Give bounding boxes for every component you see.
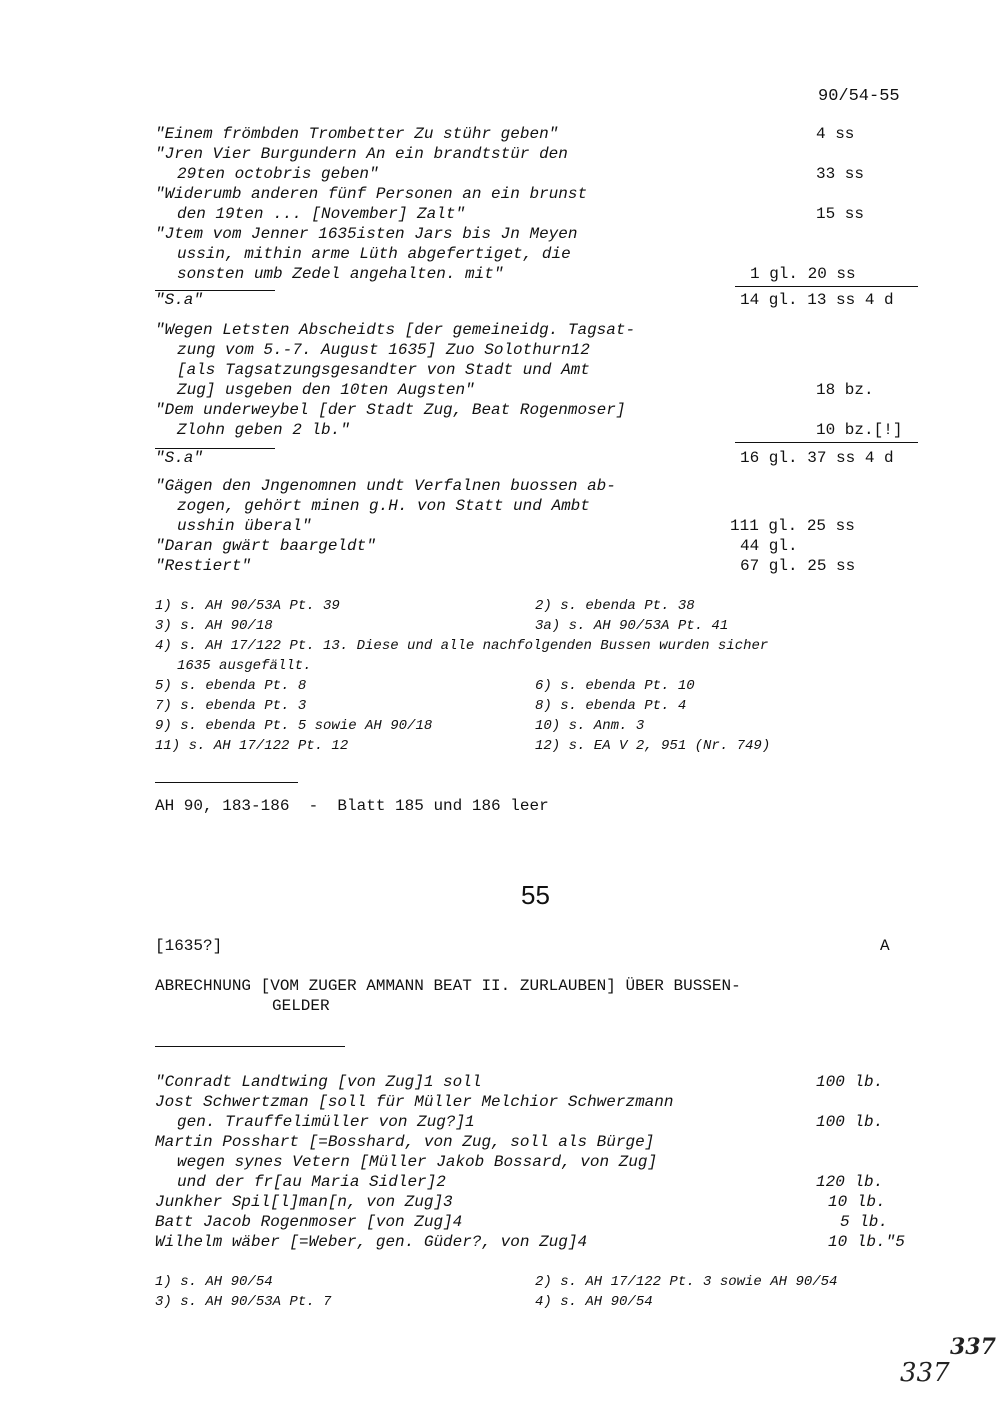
footnote: 5) s. ebenda Pt. 8 [155,678,307,694]
footnote: 9) s. ebenda Pt. 5 sowie AH 90/18 [155,718,433,734]
text-line: Jost Schwertzman [soll für Müller Melchior Schwerzmann [155,1093,674,1111]
document-date: [1635?] [155,937,223,955]
handwritten-folio-number: 337 [900,1358,950,1388]
text-line: "Einem frömbden Trombetter Zu stühr geben" [155,125,559,143]
amount-rule [735,286,918,287]
text-line: zogen, gehört minen g.H. von Statt und Ambt [177,497,590,515]
document-title-continued: GELDER [272,997,330,1015]
amount-subtotal: 16 gl. 37 ss 4 d [740,449,894,467]
text-line: "Restiert" [155,557,252,575]
title-separator [155,1046,345,1047]
text-line: ussin, mithin arme Lüth abgefertiget, die [177,245,571,263]
text-line: "Wegen Letsten Abscheidts [der gemeineidg. Tagsat- [155,321,636,339]
text-line: "Daran gwärt baargeldt" [155,537,376,555]
amount: 44 gl. [740,537,798,555]
text-line: Junkher Spil[l]man[n, von Zug]3 [155,1193,453,1211]
footnote: 10) s. Anm. 3 [535,718,645,734]
footnote: 3) s. AH 90/53A Pt. 7 [155,1294,332,1310]
amount: 33 ss [816,165,865,183]
footnote: 7) s. ebenda Pt. 3 [155,698,307,714]
amount: 10 lb. [828,1193,886,1211]
text-line: Wilhelm wäber [=Weber, gen. Güder?, von Zug]4 [155,1233,588,1251]
footnote: 3) s. AH 90/18 [155,618,273,634]
source-note: AH 90, 183-186 - Blatt 185 und 186 leer [155,797,549,815]
text-line: [als Tagsatzungsgesandter von Stadt und Amt [177,361,590,379]
footnote: 4) s. AH 90/54 [535,1294,653,1310]
amount: 100 lb. [816,1073,884,1091]
text-line: Zlohn geben 2 lb." [177,421,350,439]
amount: 10 bz.[!] [816,421,903,439]
amount-rule [735,442,918,443]
text-line: usshin überal" [177,517,312,535]
text-line: gen. Trauffelimüller von Zug?]1 [177,1113,475,1131]
text-line: "S.a" [155,449,204,467]
amount: 111 gl. 25 ss [730,517,855,535]
footnote: 8) s. ebenda Pt. 4 [535,698,687,714]
section-separator [155,782,298,783]
text-line: "Gägen den Jngenomnen undt Verfalnen buossen ab- [155,477,616,495]
footnote: 2) s. AH 17/122 Pt. 3 sowie AH 90/54 [535,1274,838,1290]
sum-rule [155,448,275,449]
text-line: den 19ten ... [November] Zalt" [177,205,466,223]
footnote: 2) s. ebenda Pt. 38 [535,598,695,614]
footnote: 6) s. ebenda Pt. 10 [535,678,695,694]
footnote: 1) s. AH 90/53A Pt. 39 [155,598,340,614]
text-line: "Jren Vier Burgundern An ein brandtstür den [155,145,568,163]
text-line: Batt Jacob Rogenmoser [von Zug]4 [155,1213,463,1231]
document-title: ABRECHNUNG [VOM ZUGER AMMANN BEAT II. ZURLAUBEN] ÜBER BUSSEN- [155,977,741,995]
footnote: 1) s. AH 90/54 [155,1274,273,1290]
amount: 15 ss [816,205,865,223]
text-line: zung vom 5.-7. August 1635] Zuo Solothurn12 [177,341,590,359]
text-line: "Dem underweybel [der Stadt Zug, Beat Rogenmoser] [155,401,626,419]
footnote: 11) s. AH 17/122 Pt. 12 [155,738,349,754]
amount-subtotal: 14 gl. 13 ss 4 d [740,291,894,309]
text-line: Zug] usgeben den 10ten Augsten" [177,381,475,399]
amount: 18 bz. [816,381,874,399]
amount: 120 lb. [816,1173,884,1191]
text-line: und der fr[au Maria Sidler]2 [177,1173,446,1191]
text-line: "Widerumb anderen fünf Personen an ein brunst [155,185,588,203]
text-line: "Jtem vom Jenner 1635isten Jars bis Jn Meyen [155,225,578,243]
document-letter: A [880,937,890,955]
footnote: 12) s. EA V 2, 951 (Nr. 749) [535,738,771,754]
text-line: 29ten octobris geben" [177,165,379,183]
handwritten-folio-number: 337 [950,1334,996,1360]
footnote: 4) s. AH 17/122 Pt. 13. Diese und alle nachfolgenden Bussen wurden sicher [155,638,769,654]
text-line: "S.a" [155,291,204,309]
amount: 5 lb. [840,1213,889,1231]
text-line: "Conradt Landtwing [von Zug]1 soll [155,1073,482,1091]
text-line: Martin Posshart [=Bosshard, von Zug, soll als Bürge] [155,1133,655,1151]
footnote: 1635 ausgefällt. [177,658,312,674]
amount: 1 gl. 20 ss [750,265,856,283]
amount: 100 lb. [816,1113,884,1131]
amount: 10 lb."5 [828,1233,905,1251]
amount: 4 ss [816,125,855,143]
document-number: 55 [521,880,550,910]
footnote: 3a) s. AH 90/53A Pt. 41 [535,618,729,634]
text-line: wegen synes Vetern [Müller Jakob Bossard, von Zug] [177,1153,658,1171]
page-reference: 90/54-55 [818,87,900,106]
sum-rule [155,290,275,291]
text-line: sonsten umb Zedel angehalten. mit" [177,265,504,283]
amount-total: 67 gl. 25 ss [740,557,856,575]
